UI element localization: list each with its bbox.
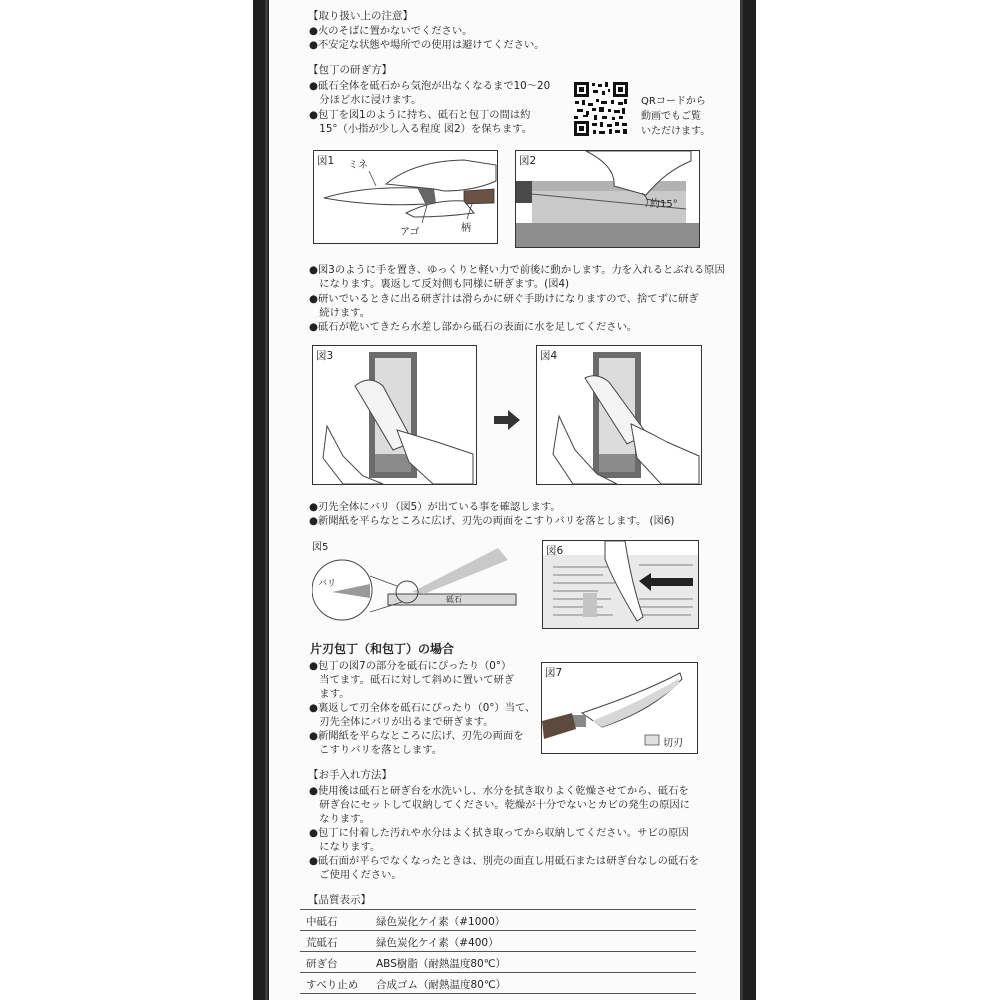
sharpening-line-4: 15°（小指が少し入る程度 図2）を保ちます。 <box>309 123 532 135</box>
spec-label-4: すべり止め <box>306 979 359 991</box>
single-edge-line-7: こすりバリを落とします。 <box>309 744 443 756</box>
sharpening-line-1: ●砥石全体を砥石から気泡が出なくなるまで10～20 <box>309 80 551 92</box>
label-toishi: 砥石 <box>446 595 462 604</box>
spec-label-1: 中砥石 <box>306 916 338 928</box>
spec-divider <box>300 909 696 910</box>
sharpening-line-2: 分ほど水に浸けます。 <box>309 94 422 106</box>
care-line-2: 研ぎ台にセットして収納してください。乾燥が十分でないとカビの発生の原因に <box>309 799 690 811</box>
single-edge-line-3: ます。 <box>309 688 350 700</box>
handling-line-2: ●不安定な状態や場所での使用は避けてください。 <box>309 39 545 51</box>
figure-3 <box>312 345 477 485</box>
spec-value-1: 緑色炭化ケイ素（#1000） <box>376 916 506 928</box>
figure-2 <box>515 150 700 248</box>
figure-7 <box>541 662 698 754</box>
handling-line-1: ●火のそばに置かないでください。 <box>309 25 473 37</box>
label-angle: 約15° <box>650 199 678 210</box>
steps-line-5: ●砥石が乾いてきたら水差し部から砥石の表面に水を足してください。 <box>309 321 638 333</box>
figure-7-label: 図7 <box>545 667 563 679</box>
spec-label-3: 研ぎ台 <box>306 958 338 970</box>
care-line-6: ●砥石面が平らでなくなったときは、別売の面直し用砥石または研ぎ台なしの砥石を <box>309 855 699 867</box>
figure-3-label: 図3 <box>316 350 334 362</box>
care-line-1: ●使用後は砥石と研ぎ台を水洗いし、水分を拭き取りよく乾燥させてから、砥石を <box>309 785 689 797</box>
spec-divider <box>300 993 696 994</box>
figure-4 <box>536 345 702 485</box>
figure-2-label: 図2 <box>519 155 537 167</box>
steps-line-1: ●図3のように手を置き、ゆっくりと軽い力で前後に動かします。力を入れるとぶれる原因 <box>309 264 725 276</box>
label-bari: バリ <box>318 579 337 589</box>
single-edge-line-1: ●包丁の図7の部分を砥石にぴったり（0°） <box>309 660 512 672</box>
burr-line-2: ●新聞紙を平らなところに広げ、刃先の両面をこすりバリを落とします。 (図6) <box>309 515 675 527</box>
sharpening-line-3: ●包丁を図1のように持ち、砥石と包丁の間は約 <box>309 109 531 121</box>
qr-code-icon <box>574 82 628 136</box>
care-line-5: になります。 <box>309 841 381 853</box>
qr-caption-3: いただけます。 <box>641 126 711 137</box>
label-kiriba: 切刃 <box>663 738 683 749</box>
spec-value-3: ABS樹脂（耐熱温度80℃） <box>376 958 507 970</box>
care-line-3: なります。 <box>309 813 370 825</box>
right-frame-bar <box>740 0 756 1000</box>
figure-1-label: 図1 <box>317 155 335 167</box>
qr-caption-1: QRコードから <box>641 96 706 107</box>
burr-line-1: ●刃先全体にバリ（図5）が出ている事を確認します。 <box>309 501 561 513</box>
care-title: 【お手入れ方法】 <box>308 769 392 781</box>
specs-title: 【品質表示】 <box>308 894 371 906</box>
figure-5-label: 図5 <box>312 542 329 553</box>
label-ago: アゴ <box>400 227 420 238</box>
left-frame-bar <box>253 0 269 1000</box>
spec-divider <box>300 972 696 973</box>
steps-line-2: になります。裏返して反対側も同様に研ぎます。(図4) <box>309 278 570 290</box>
figure-6-label: 図6 <box>546 545 564 557</box>
single-edge-line-5: 刃先全体にバリが出るまで研ぎます。 <box>309 716 494 728</box>
spec-value-2: 緑色炭化ケイ素（#400） <box>376 937 499 949</box>
label-handle: 柄 <box>461 223 471 234</box>
steps-line-4: 続けます。 <box>309 307 370 319</box>
single-edge-line-2: 当てます。砥石に対して斜めに置いて研ぎ <box>309 674 515 686</box>
figure-1 <box>313 150 498 244</box>
newspaper-illustration <box>543 541 698 628</box>
spec-value-4: 合成ゴム（耐熱温度80℃） <box>376 979 507 991</box>
figure-4-label: 図4 <box>540 350 558 362</box>
hand-placement-illustration <box>313 346 476 484</box>
spec-divider <box>300 930 696 931</box>
care-line-4: ●包丁に付着した汚れや水分はよく拭き取ってから収納してください。サビの原因 <box>309 827 689 839</box>
single-edge-line-6: ●新聞紙を平らなところに広げ、刃先の両面を <box>309 730 524 742</box>
arrow-right-icon <box>494 410 520 430</box>
single-edge-line-4: ●裏返して刃全体を砥石にぴったり（0°）当て、 <box>309 702 536 714</box>
sharpening-title: 【包丁の研ぎ方】 <box>308 64 392 76</box>
steps-line-3: ●研いでいるときに出る研ぎ汁は滑らかに研ぐ手助けになりますので、捨てずに研ぎ <box>309 293 699 305</box>
spec-label-2: 荒砥石 <box>306 937 338 949</box>
label-mine: ミネ <box>348 160 368 171</box>
spec-divider <box>300 951 696 952</box>
handling-title: 【取り扱い上の注意】 <box>308 10 413 22</box>
figure-6 <box>542 540 699 629</box>
reverse-side-illustration <box>537 346 701 484</box>
burr-illustration <box>312 540 522 640</box>
qr-caption-2: 動画でもご覧 <box>641 111 701 122</box>
single-edge-title: 片刃包丁（和包丁）の場合 <box>310 642 455 656</box>
care-line-7: ご使用ください。 <box>309 869 402 881</box>
figure-5 <box>312 540 522 640</box>
